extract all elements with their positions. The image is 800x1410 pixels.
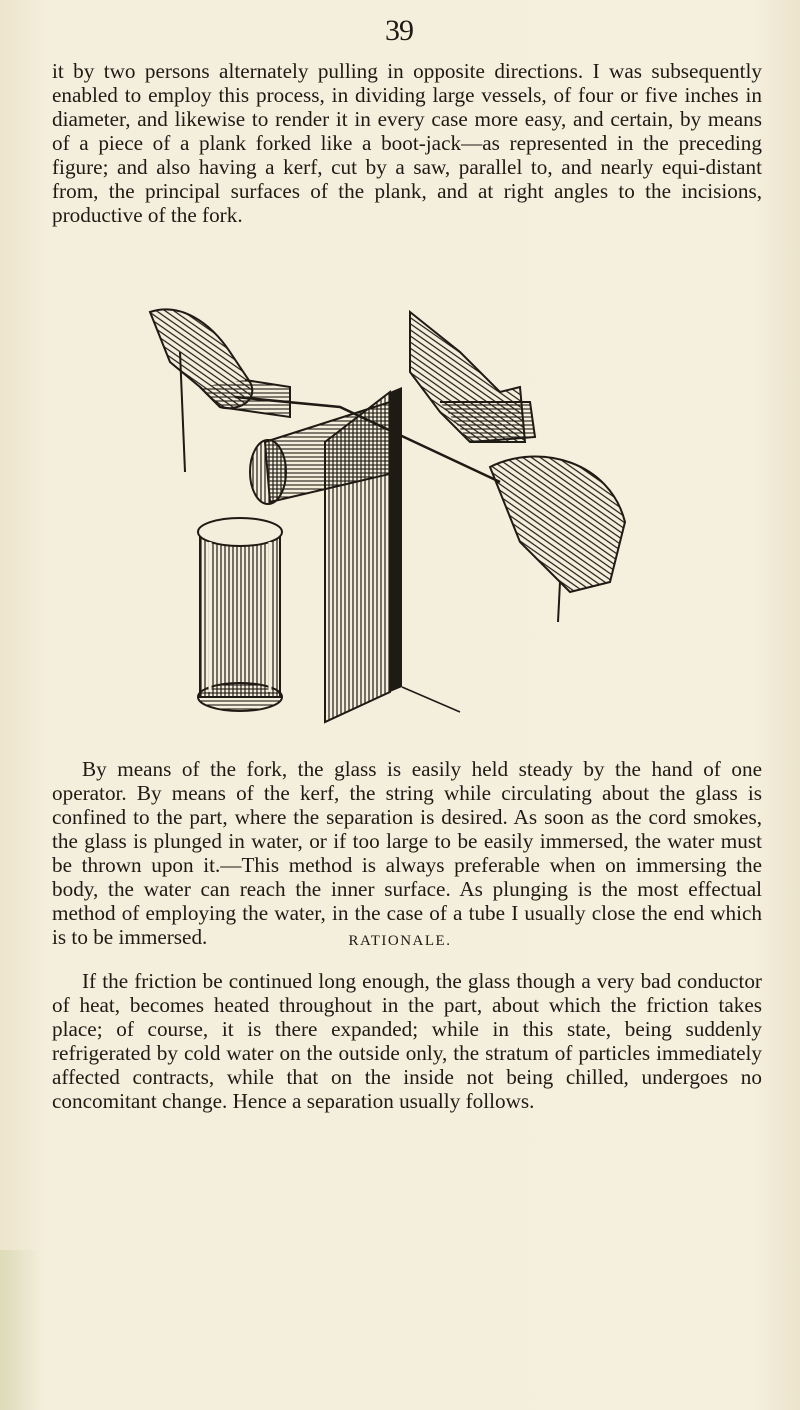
glass-vessel-drawing xyxy=(198,518,282,711)
page-edge-stain xyxy=(0,1250,40,1410)
engraving-figure xyxy=(140,292,660,732)
engraving-illustration xyxy=(140,292,660,732)
forked-plank-drawing xyxy=(325,387,460,722)
page-number: 39 xyxy=(385,14,413,47)
paragraph-opening: it by two persons alternately pulling in opposite directions. I was subsequently enabled to employ this process, in dividing large vessels, of four or five inches in diameter, and likewise to render it in every case more easy, and certain, by means of a piece of a plank forked like a boot-jack—as represented in the preceding figure; and also having a kerf, cut by a saw, parallel to, and nearly equi-distant from, the principal surfaces of the plank, and at right angles to the incisions, productive of the fork. xyxy=(52,59,762,227)
paragraph-method: By means of the fork, the glass is easily held steady by the hand of one operator. By means of the kerf, the string while circulating about the glass is confined to the part, where the separation is desired. As soon as the cord smokes, the glass is plunged in water, or if too large to be easily immersed, the water must be thrown upon it.—This method is always preferable when on immersing the body, the water can reach the inner surface. As plunging is the most effectual method of employing the water, in the case of a tube I usually close the end which is to be immersed. xyxy=(52,757,762,949)
paragraph-rationale: If the friction be continued long enough, the glass though a very bad conductor of heat, becomes heated throughout in the part, about which the friction takes place; of course, it is there expanded; while in this state, being suddenly refrigerated by cold water on the outside only, the stratum of particles immediately affected contracts, while that on the inside not being chilled, undergoes no concomitant change. Hence a separation usually follows. xyxy=(52,969,762,1113)
right-hand-drawing xyxy=(410,312,625,622)
section-heading-rationale: RATIONALE. xyxy=(348,933,452,949)
